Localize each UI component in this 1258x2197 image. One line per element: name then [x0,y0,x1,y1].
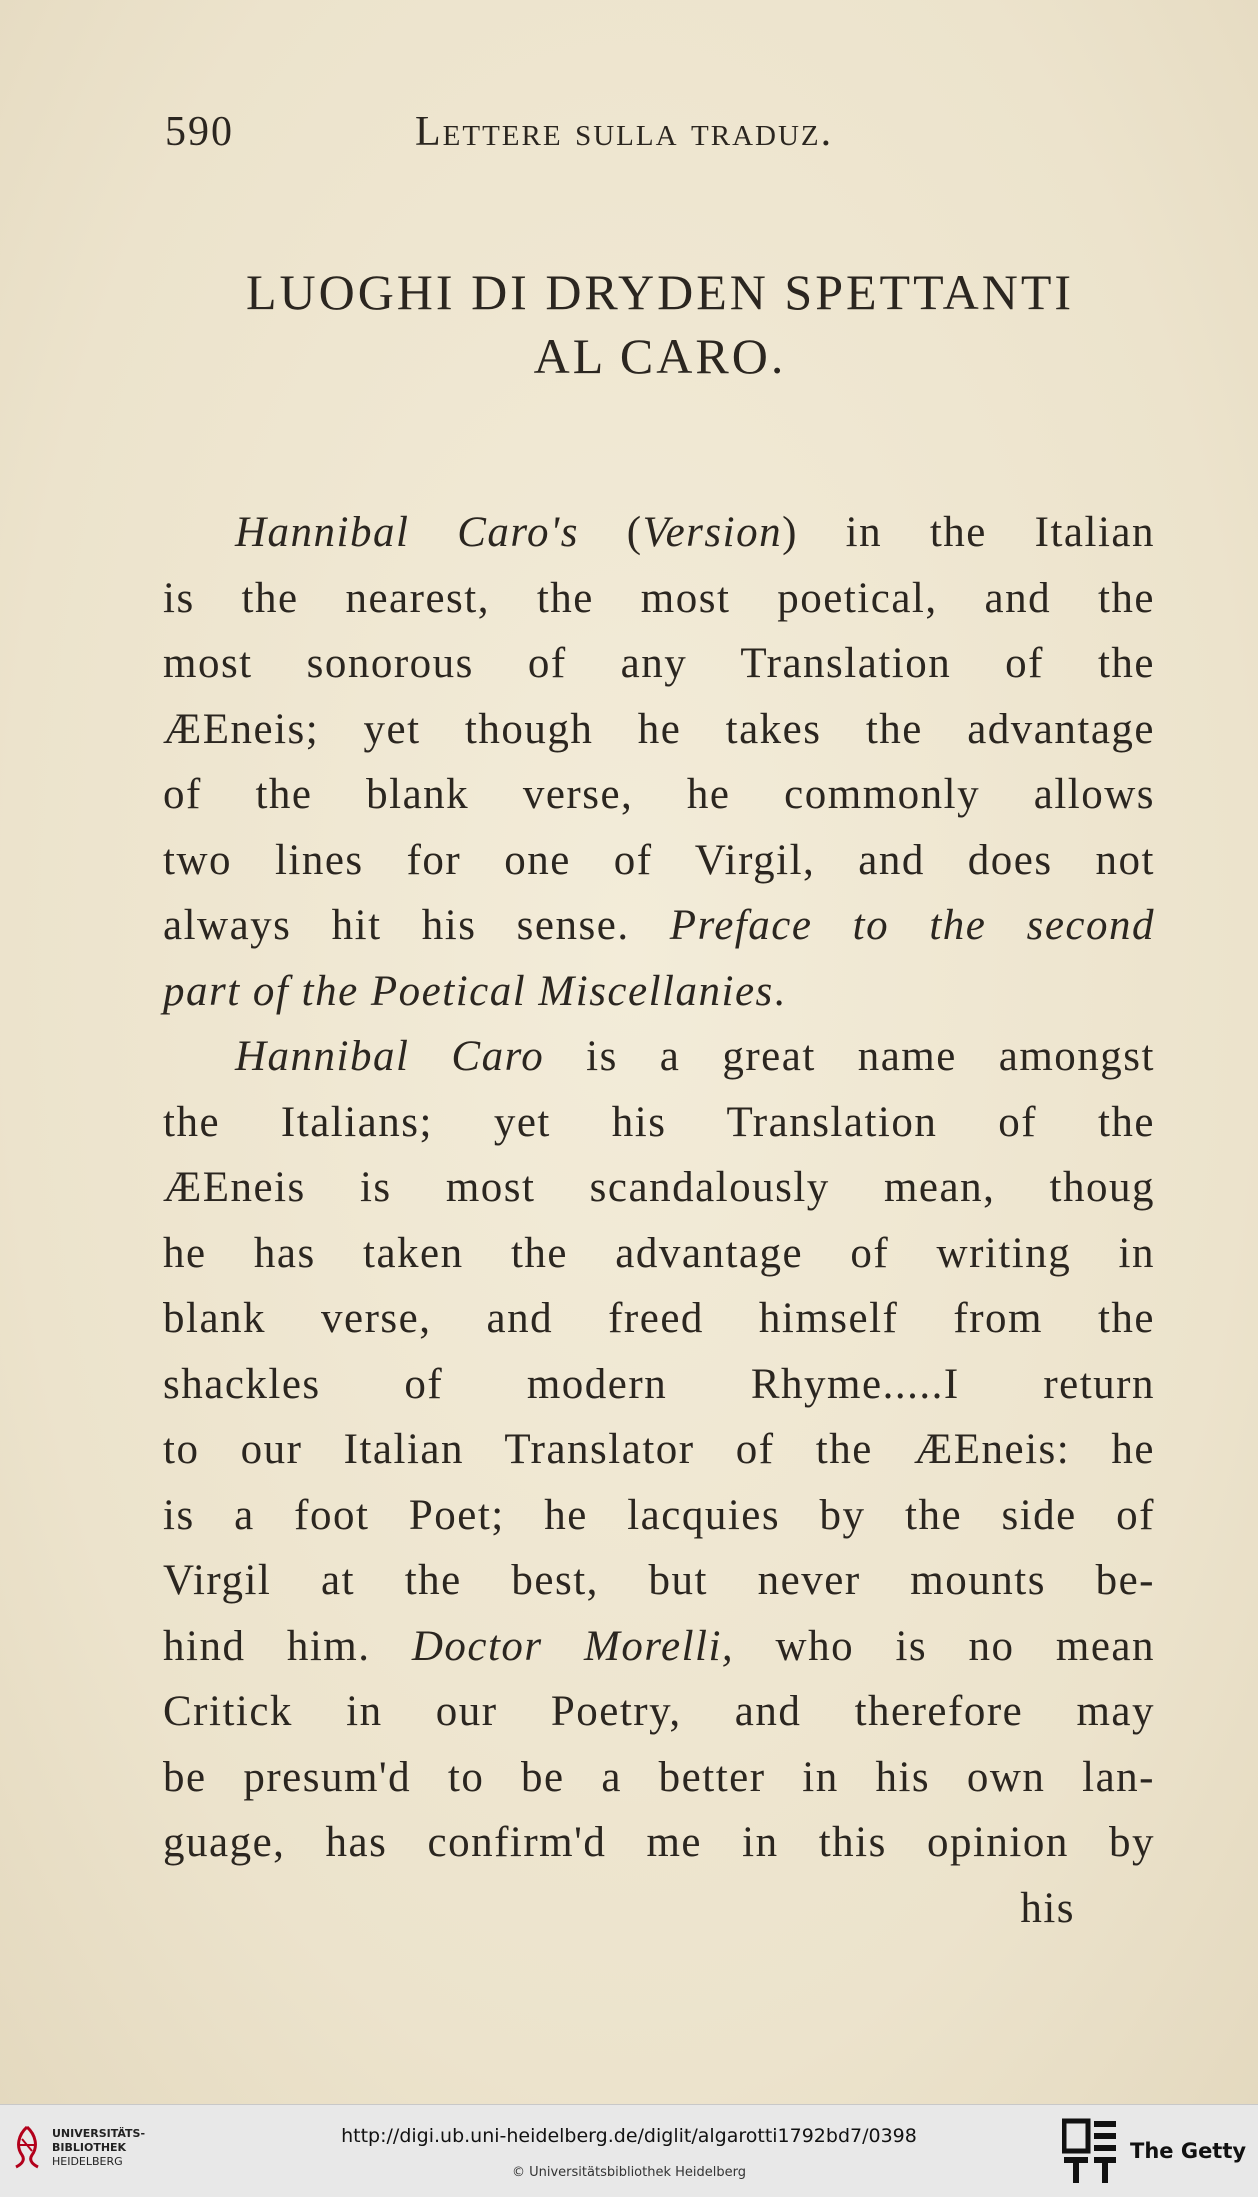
library-name-line-3: HEIDELBERG [52,2155,123,2168]
text-line [163,893,1155,959]
getty-logo-icon[interactable] [1062,2117,1120,2187]
italic-citation: part of the Poetical Miscellanies [163,967,774,1015]
text-line: he has taken the advantage of writing in [163,1229,1155,1277]
text-line: ÆEneis is most scandalously mean, thoug [163,1164,1155,1211]
text-span: always hit his sense. [163,902,670,949]
text-line: the Italians; yet his Translation of the [163,1098,1155,1146]
text-line [163,1614,1155,1680]
permalink-url[interactable]: http://digi.ub.uni-heidelberg.de/diglit/algarotti1792bd7/0398 [341,2125,917,2147]
running-head [165,108,1165,168]
italic-citation: Preface to the second [669,902,1155,949]
copyright-notice: © Universitätsbibliothek Heidelberg [511,2165,746,2180]
text-line [163,500,1155,566]
library-name-line-2: BIBLIOTHEK [52,2141,127,2154]
text-span: is a great name amongst [544,1033,1155,1080]
italic-name: Hannibal Caro's [235,509,579,556]
text-line [163,1024,1155,1090]
chapter-title-line-2: AL CARO. [533,328,787,384]
text-line: guage, has confirm'd me in this opinion by [163,1819,1155,1866]
text-line: blank verse, and freed himself from the [163,1295,1155,1342]
chapter-title [160,260,1160,388]
text-line: is a foot Poet; he lacquies by the side of [163,1491,1155,1539]
text-line: Critick in our Poetry, and therefore may [163,1688,1155,1735]
text-line [163,959,1155,1025]
text-span: who is no mean [734,1622,1156,1670]
text-line: most sonorous of any Translation of the [163,640,1155,687]
body-text [163,500,1155,1941]
text-span: hind him. [163,1622,412,1670]
italic-name: Hannibal Caro [235,1033,545,1080]
partner-name: The Getty [1130,2139,1247,2163]
viewer-footer [0,2104,1258,2197]
text-span: ) in the Italian [782,509,1155,556]
italic-name: Doctor Morelli, [411,1622,735,1670]
text-line: is the nearest, the most poetical, and the [163,574,1155,622]
page-number: 590 [165,109,234,155]
text-span: ( [578,509,643,556]
text-line: Virgil at the best, but never mounts be- [163,1557,1155,1604]
text-line: be presum'd to be a better in his own lan- [163,1753,1155,1801]
text-line: shackles of modern Rhyme.....I return [163,1360,1155,1408]
text-span: . [773,967,787,1015]
text-line: of the blank verse, he commonly allows [163,771,1155,818]
chapter-title-line-1: LUOGHI DI DRYDEN SPETTANTI [245,264,1075,320]
catchword: his [1020,1884,1075,1932]
italic-word: Version [642,509,783,556]
text-line: to our Italian Translator of the ÆEneis: he [163,1426,1155,1473]
library-name-line-1: UNIVERSITÄTS- [52,2127,146,2140]
running-title: Lettere sulla traduz. [415,109,834,155]
text-line: two lines for one of Virgil, and does not [163,836,1155,884]
text-line: ÆEneis; yet though he takes the advantage [163,705,1155,753]
